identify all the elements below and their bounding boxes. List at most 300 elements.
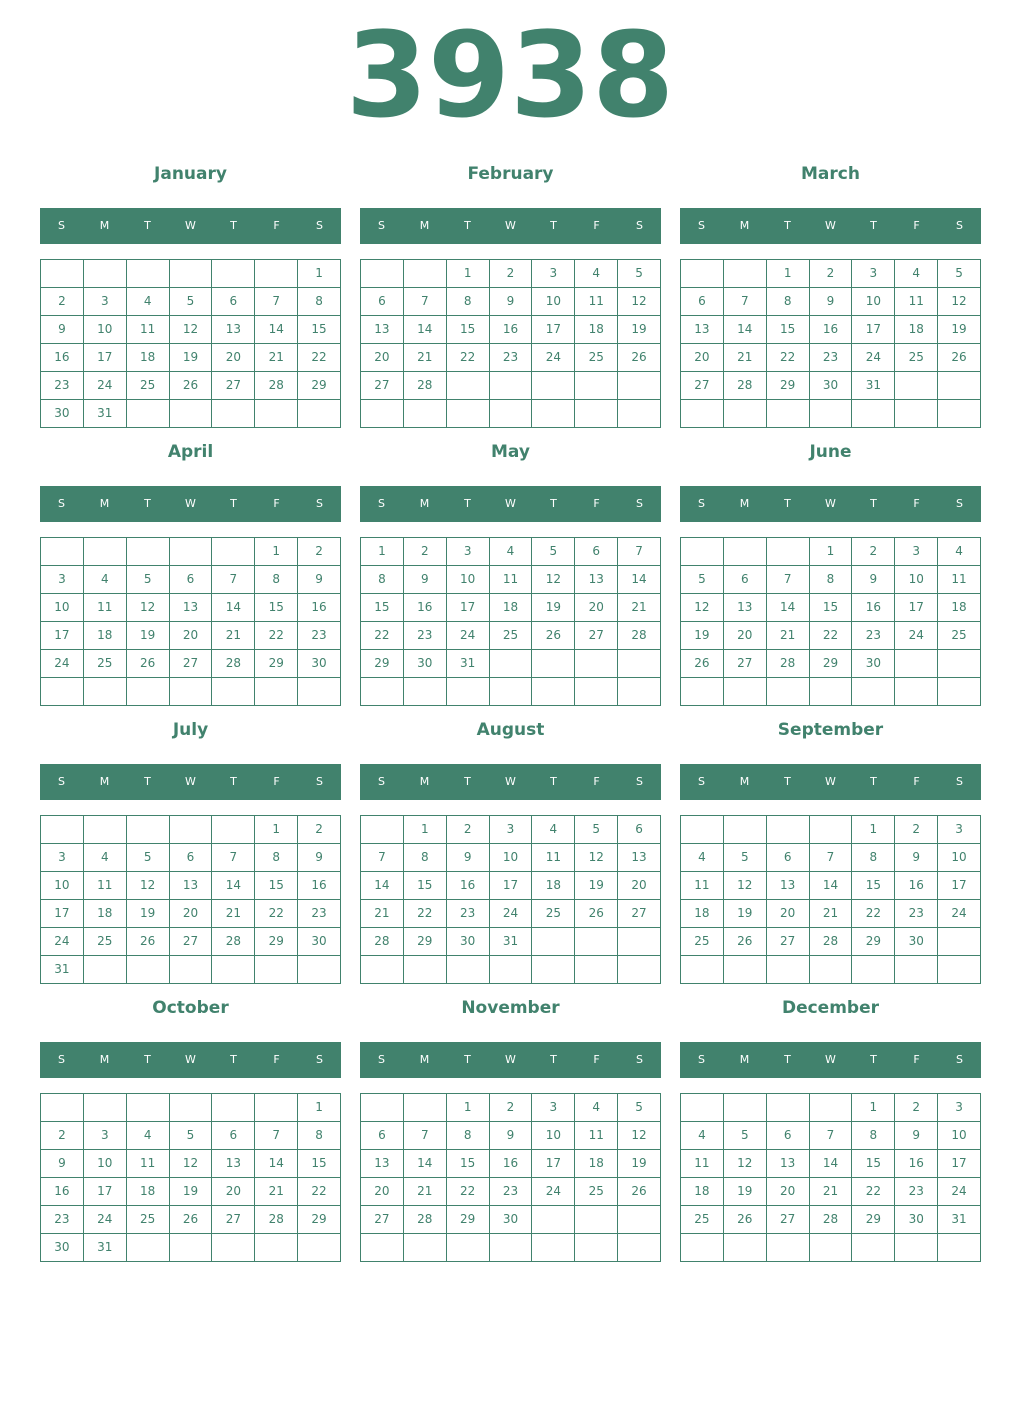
day-cell: 31 bbox=[852, 372, 895, 400]
day-grid bbox=[40, 259, 341, 428]
day-cell: 8 bbox=[255, 844, 298, 872]
empty-cell bbox=[170, 1234, 213, 1262]
day-cell: 25 bbox=[127, 1206, 170, 1234]
empty-cell bbox=[724, 1234, 767, 1262]
day-cell: 22 bbox=[361, 622, 404, 650]
day-cell: 14 bbox=[618, 566, 661, 594]
day-cell: 30 bbox=[810, 372, 853, 400]
day-cell: 24 bbox=[852, 344, 895, 372]
day-cell: 1 bbox=[255, 538, 298, 566]
day-cell: 22 bbox=[767, 344, 810, 372]
weekday-label: M bbox=[739, 1053, 750, 1066]
day-cell: 25 bbox=[938, 622, 981, 650]
empty-cell bbox=[618, 928, 661, 956]
day-cell: 30 bbox=[852, 650, 895, 678]
day-cell: 20 bbox=[618, 872, 661, 900]
day-grid bbox=[360, 537, 661, 706]
day-cell: 5 bbox=[170, 288, 213, 316]
day-cell: 18 bbox=[895, 316, 938, 344]
month-name: February bbox=[467, 164, 554, 184]
day-grid bbox=[680, 815, 981, 984]
day-grid bbox=[40, 815, 341, 984]
day-cell: 24 bbox=[447, 622, 490, 650]
day-cell: 12 bbox=[127, 594, 170, 622]
day-cell: 11 bbox=[895, 288, 938, 316]
weekday-header bbox=[680, 1042, 981, 1078]
day-cell: 1 bbox=[447, 1094, 490, 1122]
empty-cell bbox=[127, 400, 170, 428]
day-cell: 18 bbox=[490, 594, 533, 622]
day-cell: 27 bbox=[212, 372, 255, 400]
empty-cell bbox=[404, 1094, 447, 1122]
day-cell: 1 bbox=[298, 1094, 341, 1122]
month-name: March bbox=[801, 164, 860, 184]
day-cell: 21 bbox=[212, 900, 255, 928]
day-cell: 22 bbox=[447, 1178, 490, 1206]
day-cell: 5 bbox=[127, 566, 170, 594]
day-cell: 16 bbox=[895, 1150, 938, 1178]
day-cell: 10 bbox=[938, 844, 981, 872]
day-cell: 30 bbox=[404, 650, 447, 678]
empty-cell bbox=[895, 650, 938, 678]
day-cell: 7 bbox=[404, 288, 447, 316]
empty-cell bbox=[681, 400, 724, 428]
day-cell: 19 bbox=[938, 316, 981, 344]
weekday-label: W bbox=[185, 497, 196, 510]
empty-cell bbox=[361, 816, 404, 844]
day-cell: 4 bbox=[532, 816, 575, 844]
empty-cell bbox=[724, 1094, 767, 1122]
day-cell: 4 bbox=[84, 844, 127, 872]
empty-cell bbox=[490, 1234, 533, 1262]
empty-cell bbox=[404, 678, 447, 706]
day-cell: 18 bbox=[575, 316, 618, 344]
weekday-label: W bbox=[505, 219, 516, 232]
empty-cell bbox=[810, 400, 853, 428]
day-cell: 16 bbox=[298, 872, 341, 900]
day-cell: 2 bbox=[895, 816, 938, 844]
day-cell: 29 bbox=[298, 1206, 341, 1234]
weekday-label: T bbox=[144, 219, 151, 232]
day-cell: 27 bbox=[361, 372, 404, 400]
weekday-label: S bbox=[698, 497, 705, 510]
weekday-label: S bbox=[636, 1053, 643, 1066]
day-cell: 13 bbox=[681, 316, 724, 344]
day-cell: 19 bbox=[170, 344, 213, 372]
weekday-header bbox=[360, 1042, 661, 1078]
day-cell: 9 bbox=[298, 566, 341, 594]
day-cell: 16 bbox=[490, 1150, 533, 1178]
day-cell: 7 bbox=[404, 1122, 447, 1150]
empty-cell bbox=[490, 372, 533, 400]
day-cell: 23 bbox=[810, 344, 853, 372]
day-cell: 7 bbox=[767, 566, 810, 594]
day-cell: 19 bbox=[724, 1178, 767, 1206]
empty-cell bbox=[490, 400, 533, 428]
empty-cell bbox=[575, 956, 618, 984]
day-cell: 1 bbox=[361, 538, 404, 566]
empty-cell bbox=[170, 956, 213, 984]
day-cell: 5 bbox=[618, 260, 661, 288]
day-cell: 10 bbox=[895, 566, 938, 594]
weekday-label: T bbox=[464, 775, 471, 788]
day-cell: 16 bbox=[852, 594, 895, 622]
weekday-label: W bbox=[185, 775, 196, 788]
day-cell: 19 bbox=[532, 594, 575, 622]
day-cell: 8 bbox=[361, 566, 404, 594]
day-cell: 30 bbox=[447, 928, 490, 956]
day-cell: 22 bbox=[255, 622, 298, 650]
day-cell: 1 bbox=[404, 816, 447, 844]
weekday-label: F bbox=[593, 1053, 600, 1066]
weekday-label: S bbox=[956, 1053, 963, 1066]
weekday-label: W bbox=[505, 1053, 516, 1066]
day-cell: 26 bbox=[127, 650, 170, 678]
weekday-label: M bbox=[99, 1053, 110, 1066]
day-cell: 23 bbox=[852, 622, 895, 650]
empty-cell bbox=[490, 956, 533, 984]
day-cell: 12 bbox=[618, 1122, 661, 1150]
empty-cell bbox=[575, 372, 618, 400]
day-cell: 21 bbox=[361, 900, 404, 928]
empty-cell bbox=[212, 1234, 255, 1262]
day-cell: 3 bbox=[41, 566, 84, 594]
day-cell: 28 bbox=[212, 650, 255, 678]
day-cell: 26 bbox=[724, 1206, 767, 1234]
weekday-header bbox=[680, 764, 981, 800]
day-cell: 27 bbox=[618, 900, 661, 928]
day-cell: 11 bbox=[127, 1150, 170, 1178]
day-cell: 25 bbox=[681, 928, 724, 956]
month-december bbox=[680, 994, 981, 1256]
day-cell: 11 bbox=[681, 1150, 724, 1178]
day-cell: 5 bbox=[575, 816, 618, 844]
day-cell: 25 bbox=[895, 344, 938, 372]
day-cell: 7 bbox=[810, 844, 853, 872]
day-cell: 8 bbox=[298, 288, 341, 316]
empty-cell bbox=[618, 372, 661, 400]
day-cell: 1 bbox=[255, 816, 298, 844]
day-cell: 23 bbox=[298, 622, 341, 650]
empty-cell bbox=[41, 816, 84, 844]
day-cell: 2 bbox=[852, 538, 895, 566]
day-cell: 27 bbox=[767, 928, 810, 956]
empty-cell bbox=[681, 538, 724, 566]
weekday-label: S bbox=[636, 497, 643, 510]
day-cell: 29 bbox=[361, 650, 404, 678]
weekday-label: S bbox=[58, 775, 65, 788]
empty-cell bbox=[84, 538, 127, 566]
empty-cell bbox=[490, 650, 533, 678]
day-cell: 5 bbox=[532, 538, 575, 566]
day-cell: 15 bbox=[298, 316, 341, 344]
empty-cell bbox=[255, 400, 298, 428]
month-july bbox=[40, 716, 341, 978]
day-cell: 16 bbox=[810, 316, 853, 344]
day-cell: 7 bbox=[212, 844, 255, 872]
day-cell: 27 bbox=[724, 650, 767, 678]
day-cell: 27 bbox=[212, 1206, 255, 1234]
day-cell: 10 bbox=[852, 288, 895, 316]
empty-cell bbox=[724, 260, 767, 288]
day-cell: 4 bbox=[575, 1094, 618, 1122]
empty-cell bbox=[532, 928, 575, 956]
empty-cell bbox=[810, 956, 853, 984]
empty-cell bbox=[447, 956, 490, 984]
weekday-label: T bbox=[230, 219, 237, 232]
month-name: August bbox=[476, 720, 545, 740]
empty-cell bbox=[447, 400, 490, 428]
weekday-label: W bbox=[825, 1053, 836, 1066]
empty-cell bbox=[404, 956, 447, 984]
day-cell: 24 bbox=[532, 1178, 575, 1206]
day-cell: 7 bbox=[361, 844, 404, 872]
day-cell: 9 bbox=[490, 1122, 533, 1150]
empty-cell bbox=[618, 650, 661, 678]
weekday-header bbox=[360, 208, 661, 244]
empty-cell bbox=[895, 678, 938, 706]
day-cell: 12 bbox=[724, 1150, 767, 1178]
day-cell: 12 bbox=[724, 872, 767, 900]
day-cell: 24 bbox=[895, 622, 938, 650]
weekday-label: M bbox=[419, 497, 430, 510]
day-cell: 15 bbox=[447, 316, 490, 344]
empty-cell bbox=[681, 816, 724, 844]
weekday-label: T bbox=[784, 497, 791, 510]
month-april bbox=[40, 438, 341, 700]
empty-cell bbox=[895, 1234, 938, 1262]
day-cell: 23 bbox=[447, 900, 490, 928]
day-cell: 6 bbox=[767, 844, 810, 872]
empty-cell bbox=[938, 650, 981, 678]
day-cell: 9 bbox=[895, 844, 938, 872]
weekday-label: S bbox=[636, 219, 643, 232]
weekday-header bbox=[680, 208, 981, 244]
day-grid bbox=[680, 537, 981, 706]
day-cell: 7 bbox=[255, 288, 298, 316]
empty-cell bbox=[767, 1094, 810, 1122]
day-cell: 30 bbox=[895, 1206, 938, 1234]
day-cell: 14 bbox=[810, 872, 853, 900]
empty-cell bbox=[618, 678, 661, 706]
day-cell: 9 bbox=[490, 288, 533, 316]
empty-cell bbox=[618, 400, 661, 428]
day-cell: 6 bbox=[767, 1122, 810, 1150]
day-cell: 12 bbox=[938, 288, 981, 316]
day-cell: 26 bbox=[532, 622, 575, 650]
weekday-label: T bbox=[550, 219, 557, 232]
day-grid bbox=[40, 537, 341, 706]
weekday-label: T bbox=[870, 219, 877, 232]
empty-cell bbox=[298, 956, 341, 984]
day-cell: 22 bbox=[298, 1178, 341, 1206]
weekday-label: T bbox=[230, 1053, 237, 1066]
empty-cell bbox=[127, 678, 170, 706]
empty-cell bbox=[575, 650, 618, 678]
day-cell: 13 bbox=[170, 872, 213, 900]
day-cell: 15 bbox=[255, 872, 298, 900]
empty-cell bbox=[724, 538, 767, 566]
day-cell: 20 bbox=[767, 900, 810, 928]
weekday-label: S bbox=[58, 219, 65, 232]
day-cell: 17 bbox=[938, 872, 981, 900]
day-cell: 24 bbox=[41, 928, 84, 956]
day-cell: 9 bbox=[810, 288, 853, 316]
empty-cell bbox=[938, 678, 981, 706]
weekday-label: T bbox=[784, 1053, 791, 1066]
day-grid bbox=[680, 1093, 981, 1262]
weekday-label: M bbox=[99, 497, 110, 510]
day-cell: 31 bbox=[41, 956, 84, 984]
day-cell: 20 bbox=[724, 622, 767, 650]
weekday-label: W bbox=[185, 219, 196, 232]
day-cell: 6 bbox=[618, 816, 661, 844]
day-cell: 12 bbox=[618, 288, 661, 316]
day-cell: 20 bbox=[575, 594, 618, 622]
day-cell: 9 bbox=[41, 316, 84, 344]
day-cell: 5 bbox=[724, 844, 767, 872]
day-cell: 24 bbox=[41, 650, 84, 678]
day-cell: 29 bbox=[255, 650, 298, 678]
day-cell: 1 bbox=[810, 538, 853, 566]
day-cell: 9 bbox=[447, 844, 490, 872]
empty-cell bbox=[681, 1234, 724, 1262]
day-cell: 23 bbox=[895, 900, 938, 928]
day-cell: 3 bbox=[895, 538, 938, 566]
empty-cell bbox=[127, 956, 170, 984]
weekday-label: S bbox=[698, 1053, 705, 1066]
day-cell: 7 bbox=[810, 1122, 853, 1150]
day-cell: 2 bbox=[490, 260, 533, 288]
day-cell: 17 bbox=[532, 1150, 575, 1178]
day-cell: 18 bbox=[532, 872, 575, 900]
day-cell: 22 bbox=[810, 622, 853, 650]
day-cell: 7 bbox=[255, 1122, 298, 1150]
day-cell: 28 bbox=[255, 1206, 298, 1234]
empty-cell bbox=[895, 400, 938, 428]
weekday-label: T bbox=[464, 219, 471, 232]
weekday-label: W bbox=[825, 219, 836, 232]
day-cell: 8 bbox=[810, 566, 853, 594]
day-cell: 31 bbox=[84, 400, 127, 428]
day-cell: 2 bbox=[41, 1122, 84, 1150]
day-cell: 30 bbox=[895, 928, 938, 956]
day-cell: 6 bbox=[361, 1122, 404, 1150]
day-cell: 24 bbox=[532, 344, 575, 372]
day-cell: 3 bbox=[84, 288, 127, 316]
day-cell: 2 bbox=[404, 538, 447, 566]
day-cell: 24 bbox=[938, 1178, 981, 1206]
empty-cell bbox=[212, 956, 255, 984]
day-cell: 27 bbox=[575, 622, 618, 650]
day-cell: 28 bbox=[767, 650, 810, 678]
weekday-label: W bbox=[505, 497, 516, 510]
day-cell: 14 bbox=[212, 872, 255, 900]
empty-cell bbox=[255, 1094, 298, 1122]
month-name: October bbox=[152, 998, 229, 1018]
day-cell: 31 bbox=[490, 928, 533, 956]
empty-cell bbox=[255, 678, 298, 706]
day-cell: 21 bbox=[255, 1178, 298, 1206]
month-february bbox=[360, 160, 661, 422]
empty-cell bbox=[84, 1094, 127, 1122]
day-cell: 2 bbox=[41, 288, 84, 316]
day-cell: 13 bbox=[575, 566, 618, 594]
day-grid bbox=[360, 259, 661, 428]
day-cell: 31 bbox=[938, 1206, 981, 1234]
empty-cell bbox=[298, 1234, 341, 1262]
month-name: January bbox=[154, 164, 227, 184]
empty-cell bbox=[447, 1234, 490, 1262]
day-cell: 13 bbox=[361, 316, 404, 344]
empty-cell bbox=[575, 928, 618, 956]
day-grid bbox=[360, 1093, 661, 1262]
day-cell: 2 bbox=[490, 1094, 533, 1122]
month-name: December bbox=[781, 998, 880, 1018]
day-cell: 4 bbox=[895, 260, 938, 288]
day-cell: 29 bbox=[852, 928, 895, 956]
weekday-label: S bbox=[956, 775, 963, 788]
day-cell: 14 bbox=[404, 316, 447, 344]
day-cell: 26 bbox=[724, 928, 767, 956]
weekday-label: M bbox=[419, 1053, 430, 1066]
day-cell: 16 bbox=[447, 872, 490, 900]
day-grid bbox=[680, 259, 981, 428]
day-cell: 5 bbox=[724, 1122, 767, 1150]
day-cell: 6 bbox=[575, 538, 618, 566]
weekday-header bbox=[360, 764, 661, 800]
weekday-label: S bbox=[698, 219, 705, 232]
day-cell: 4 bbox=[681, 1122, 724, 1150]
day-cell: 4 bbox=[681, 844, 724, 872]
month-september bbox=[680, 716, 981, 978]
day-cell: 8 bbox=[852, 1122, 895, 1150]
day-cell: 15 bbox=[767, 316, 810, 344]
day-cell: 26 bbox=[170, 1206, 213, 1234]
day-cell: 26 bbox=[681, 650, 724, 678]
day-cell: 28 bbox=[810, 1206, 853, 1234]
empty-cell bbox=[84, 816, 127, 844]
day-cell: 1 bbox=[852, 1094, 895, 1122]
month-name: July bbox=[172, 720, 209, 740]
day-cell: 10 bbox=[41, 872, 84, 900]
day-cell: 6 bbox=[724, 566, 767, 594]
empty-cell bbox=[298, 400, 341, 428]
day-cell: 14 bbox=[810, 1150, 853, 1178]
empty-cell bbox=[170, 678, 213, 706]
weekday-label: M bbox=[419, 219, 430, 232]
day-cell: 23 bbox=[404, 622, 447, 650]
day-cell: 3 bbox=[938, 816, 981, 844]
day-cell: 30 bbox=[41, 1234, 84, 1262]
day-cell: 18 bbox=[127, 1178, 170, 1206]
day-cell: 25 bbox=[84, 928, 127, 956]
day-cell: 20 bbox=[170, 622, 213, 650]
month-june bbox=[680, 438, 981, 700]
day-cell: 15 bbox=[852, 1150, 895, 1178]
weekday-label: F bbox=[273, 219, 280, 232]
empty-cell bbox=[767, 1234, 810, 1262]
weekday-header bbox=[40, 1042, 341, 1078]
weekday-label: W bbox=[185, 1053, 196, 1066]
day-cell: 11 bbox=[84, 872, 127, 900]
empty-cell bbox=[532, 956, 575, 984]
day-cell: 13 bbox=[212, 316, 255, 344]
day-cell: 3 bbox=[84, 1122, 127, 1150]
day-cell: 17 bbox=[447, 594, 490, 622]
day-cell: 14 bbox=[767, 594, 810, 622]
day-cell: 10 bbox=[84, 316, 127, 344]
